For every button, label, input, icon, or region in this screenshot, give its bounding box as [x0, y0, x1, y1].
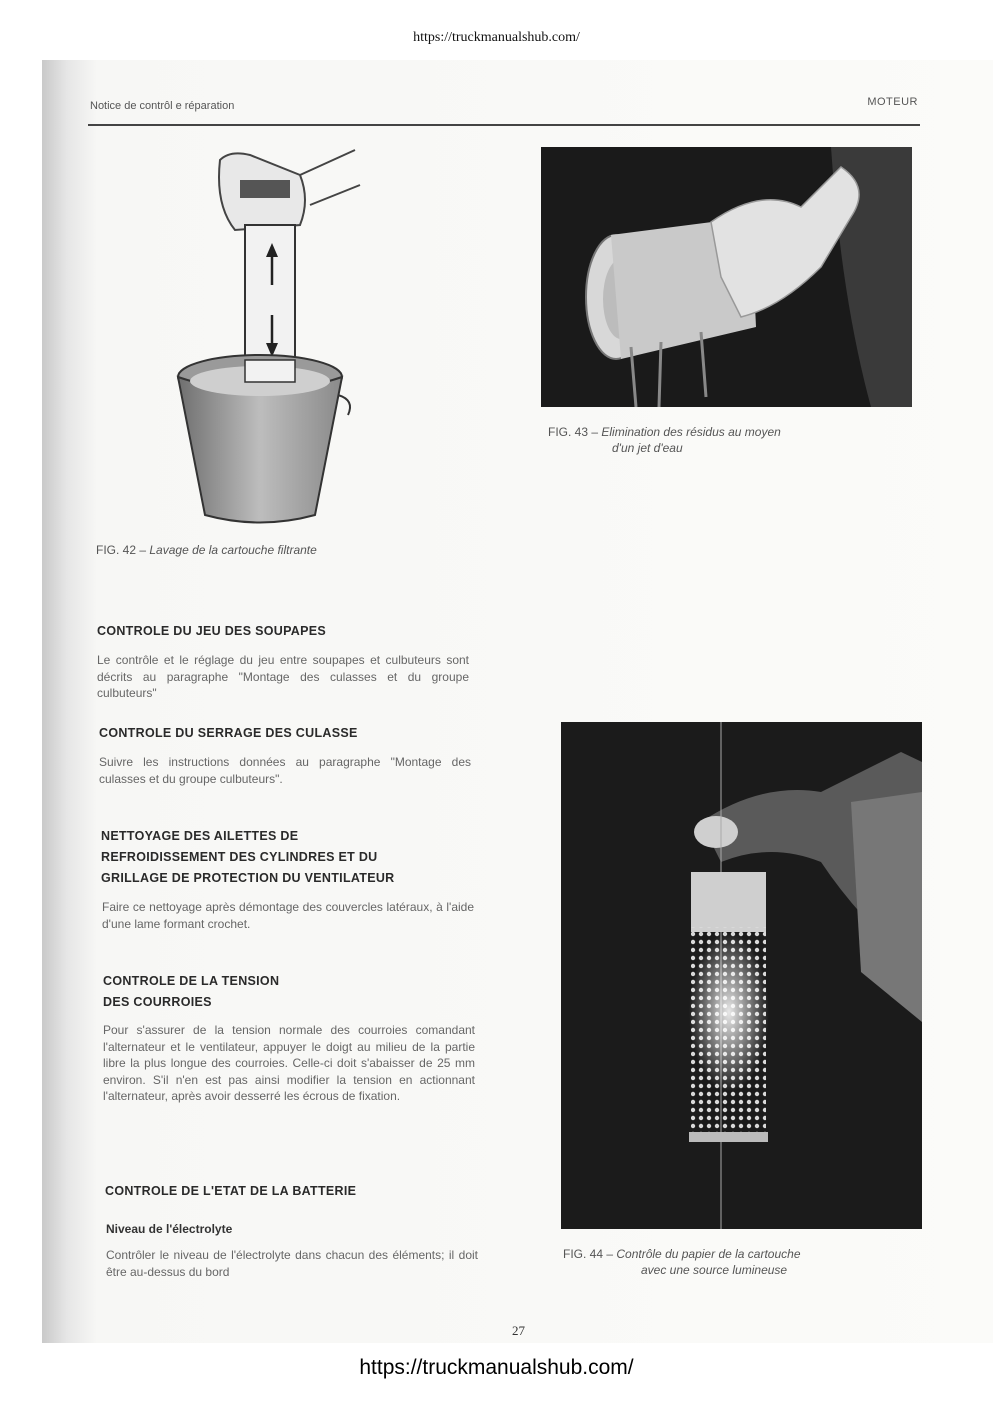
fig42-caption-num: FIG. 42 –	[96, 543, 147, 557]
section-fins-title-line2: REFROIDISSEMENT DES CYLINDRES ET DU	[101, 850, 378, 864]
fig43-caption-line2: d'un jet d'eau	[612, 441, 683, 455]
section-battery-subtitle: Niveau de l'électrolyte	[106, 1222, 233, 1236]
fig43-caption-line1: Elimination des résidus au moyen	[601, 425, 781, 439]
fig44-caption-line2: avec une source lumineuse	[641, 1263, 788, 1277]
section-fins-title-line1: NETTOYAGE DES AILETTES DE	[101, 829, 299, 843]
fig44-caption	[563, 1246, 923, 1278]
header-rule	[88, 124, 920, 126]
header-left: Notice de contrôl e réparation	[90, 100, 235, 112]
header-right: MOTEUR	[867, 96, 918, 108]
section-fins-cleaning-title	[101, 826, 395, 889]
fig44-caption-line1: Contrôle du papier de la cartouche	[616, 1247, 801, 1261]
section-cylinder-head-text: Suivre les instructions données au paragraphe "Montage des culasses et du groupe culbuteurs".	[99, 755, 471, 786]
section-battery-text: Contrôler le niveau de l'électrolyte dans chacun des éléments; il doit être au-dessus du bord	[106, 1248, 478, 1279]
fig42-caption	[96, 543, 317, 557]
section-battery-title: CONTROLE DE L'ETAT DE LA BATTERIE	[105, 1184, 357, 1198]
page-number: 27	[512, 1323, 525, 1338]
fig43-caption	[548, 424, 908, 456]
section-fins-title-line3: GRILLAGE DE PROTECTION DU VENTILATEUR	[101, 871, 395, 885]
top-watermark-url[interactable]: https://truckmanualshub.com/	[413, 30, 580, 45]
section-belt-tension-title	[103, 971, 279, 1013]
fig42-illustration	[160, 145, 390, 530]
fig44-photo	[561, 722, 922, 1229]
section-belt-title-line1: CONTROLE DE LA TENSION	[103, 974, 280, 988]
bottom-watermark-url[interactable]: https://truckmanualshub.com/	[359, 1356, 634, 1379]
section-belt-title-line2: DES COURROIES	[103, 995, 212, 1009]
section-valve-clearance-title: CONTROLE DU JEU DES SOUPAPES	[97, 624, 327, 638]
section-cylinder-head-title: CONTROLE DU SERRAGE DES CULASSE	[99, 726, 358, 740]
section-fins-cleaning-text: Faire ce nettoyage après démontage des couvercles latéraux, à l'aide d'une lame formant crochet.	[102, 900, 474, 931]
section-belt-tension-text: Pour s'assurer de la tension normale des courroies comandant l'alternateur et le ventilateur, appuyer le doigt au milieu de la partie libre la plus longue des courroies. Celle-ci doit s'abaisser de 25 mm environ. S'il n'en est pas ainsi modifier la tension en actionnant l'alternateur, après avoir desserré les écrous de fixation.	[103, 1023, 475, 1103]
fig43-photo	[541, 147, 912, 407]
fig43-caption-num: FIG. 43 –	[548, 425, 599, 439]
section-valve-clearance-text: Le contrôle et le réglage du jeu entre soupapes et culbuteurs sont décrits au paragraphe "Montage des culasses et du groupe culbuteurs"	[97, 653, 469, 700]
fig42-caption-text: Lavage de la cartouche filtrante	[149, 543, 317, 557]
fig44-caption-num: FIG. 44 –	[563, 1247, 614, 1261]
